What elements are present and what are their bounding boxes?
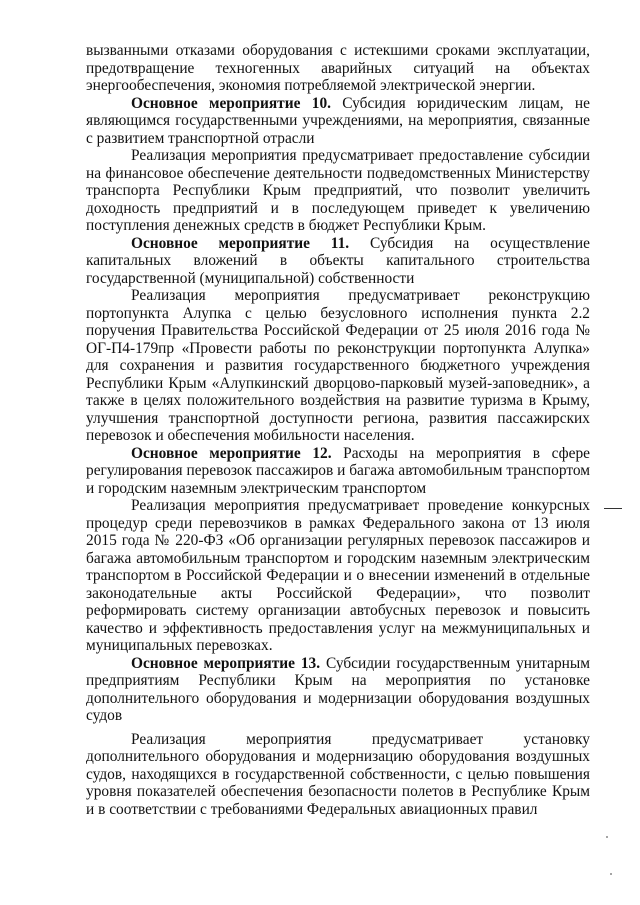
margin-mark <box>604 508 622 509</box>
scan-speck <box>610 873 612 875</box>
measure-10-title: Субсидия юридическим лицам, не являющимся государственными учреждениями, на мероприятия, связанные с развитием транспортной отрасли <box>86 94 590 147</box>
measure-10-heading <box>86 95 590 148</box>
document-body <box>86 42 590 818</box>
intro-text: вызванными отказами оборудования с истекшими сроками эксплуатации, предотвращение техногенных аварийных ситуаций на объектах энергообеспечения, экономия потребляемой электрической энергии. <box>86 42 590 94</box>
measure-11-body <box>86 287 590 445</box>
intro-paragraph <box>86 42 590 95</box>
measure-13-heading <box>86 655 590 725</box>
measure-13-description: Реализация мероприятия предусматривает установку дополнительного оборудования и модернизацию оборудования воздушных судов, находящихся в государственной собственности, с целью повышения уровня показателей обеспечения безопасности полетов в Республике Крым и в соответствии с требованиями Федеральных авиационных правил <box>86 730 590 818</box>
measure-13-title: Субсидии государственным унитарным предприятиям Республики Крым на мероприятия по установке дополнительного оборудования и модернизации оборудования воздушных судов <box>86 654 590 724</box>
measure-11-title: Субсидия на осуществление капитальных вложений в объекты капитального строительства государственной (муниципальной) собственности <box>86 234 590 287</box>
measure-10-description: Реализация мероприятия предусматривает предоставление субсидии на финансовое обеспечение деятельности подведомственных Министерству транспорта Республики Крым предприятий, что позволит увеличить доходность предприятий и в последующем приведет к увеличению поступления денежных средств в бюджет Республики Крым. <box>86 147 590 234</box>
measure-12-title: Расходы на мероприятия в сфере регулирования перевозок пассажиров и багажа автомобильным транспортом и городским наземным электрическим транспортом <box>86 444 590 497</box>
measure-13-body <box>86 731 590 819</box>
measure-10-body <box>86 147 590 235</box>
measure-11-description: Реализация мероприятия предусматривает реконструкцию портопункта Алупка с целью безусловного исполнения пункта 2.2 поручения Правительства Российской Федерации от 25 июля 2016 года № ОГ-П4-179пр «Провести работы по реконструкции портопункта Алупка» для сохранения и развития государственного бюджетного учреждения Республики Крым «Алупкинский дворцово-парковый музей-заповедник», а также в целях положительного воздействия на развитие туризма в Крыму, улучшения транспортной доступности региона, развития пассажирских перевозок и обеспечения мобильности населения. <box>86 287 590 444</box>
measure-10-label: Основное мероприятие 10. <box>131 94 331 112</box>
measure-11-label: Основное мероприятие 11. <box>131 234 350 252</box>
scan-speck <box>606 836 608 838</box>
measure-13-label: Основное мероприятие 13. <box>131 654 321 672</box>
measure-12-body <box>86 497 590 655</box>
measure-12-heading <box>86 445 590 498</box>
measure-11-heading <box>86 235 590 288</box>
measure-12-label: Основное мероприятие 12. <box>131 444 332 462</box>
measure-12-description: Реализация мероприятия предусматривает проведение конкурсных процедур среди перевозчиков в рамках Федерального закона от 13 июля 2015 года № 220-ФЗ «Об организации регулярных перевозок пассажиров и багажа автомобильным транспортом и городским наземным электрическим транспортом в Российской Федерации и о внесении изменений в отдельные законодательные акты Российской Федерации», что позволит реформировать систему организации автобусных перевозок и повысить качество и эффективность предоставления услуг на межмуниципальных и муниципальных перевозках. <box>86 497 590 654</box>
